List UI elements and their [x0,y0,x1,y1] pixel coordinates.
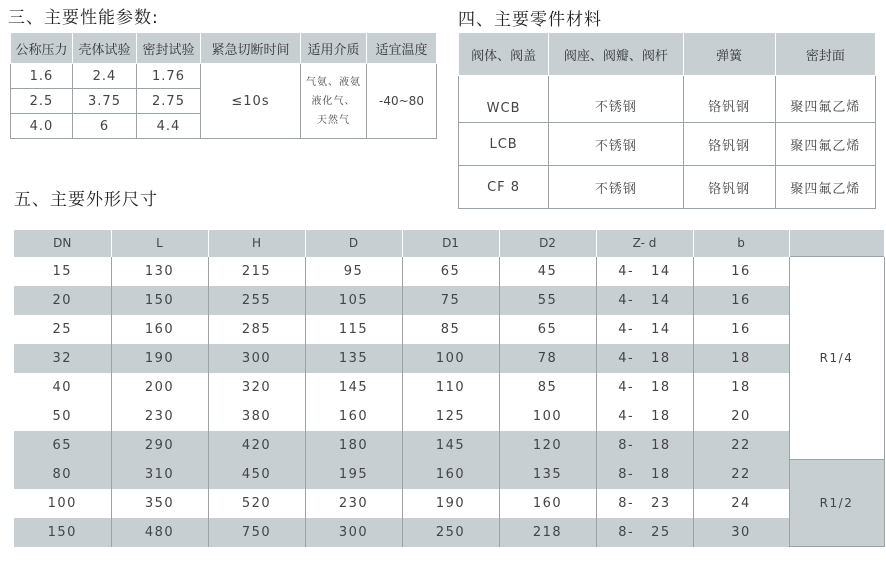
d1-cell: 160 [402,460,499,489]
table-row [11,64,437,89]
d-cell: 180 [305,431,402,460]
bolt-hole: 14 [651,263,671,279]
d2-cell: 160 [499,489,596,518]
section3-title: 三、主要性能参数: [8,8,159,28]
l-cell: 310 [111,460,208,489]
header-shell-test: 壳体试验 [73,33,137,64]
z-d-cell [596,489,693,518]
d1-cell: 145 [402,431,499,460]
h-cell: 420 [208,431,305,460]
b-cell: 24 [693,489,789,518]
l-cell: 150 [111,286,208,315]
dn-cell: 80 [14,460,111,489]
bolt-count: 4- [618,321,635,337]
d-cell: 115 [305,315,402,344]
media-line: 液化气、 [311,95,356,107]
l-cell: 130 [111,257,208,286]
d-cell: 105 [305,286,402,315]
bolt-count: 8- [618,524,635,540]
h-cell: 450 [208,460,305,489]
header-shutoff-time: 紧急切断时间 [201,33,301,64]
d-cell: 160 [305,402,402,431]
shell-test-cell: 2.4 [73,64,137,89]
z-d-cell [596,286,693,315]
d-cell: 195 [305,460,402,489]
header-body-bonnet: 阀体、阀盖 [459,33,549,76]
header-nominal-pressure: 公称压力 [11,33,73,64]
b-cell: 22 [693,460,789,489]
d-cell: 95 [305,257,402,286]
d2-cell: 45 [499,257,596,286]
seal-material-cell: 聚四氟乙烯 [775,166,875,209]
d2-cell: 100 [499,402,596,431]
spring-material-cell: 铬钒钢 [683,76,775,123]
bolt-count: 4- [618,408,635,424]
d2-cell: 120 [499,431,596,460]
d2-cell: 85 [499,373,596,402]
bolt-hole: 25 [651,524,671,540]
table-row [14,286,884,315]
d1-cell: 65 [402,257,499,286]
media-line: 气氨、液氨 [306,76,361,88]
table-row [14,460,884,489]
header-dn: DN [14,230,111,257]
h-cell: 215 [208,257,305,286]
d-cell: 135 [305,344,402,373]
body-material-cell: CF 8 [459,166,549,209]
h-cell: 320 [208,373,305,402]
bolt-count: 8- [618,437,635,453]
bolt-count: 8- [618,466,635,482]
z-d-cell [596,402,693,431]
spring-material-cell: 铬钒钢 [683,123,775,166]
table-header-row [11,33,437,64]
d1-cell: 190 [402,489,499,518]
h-cell: 380 [208,402,305,431]
d-cell: 230 [305,489,402,518]
pressure-cell: 2.5 [11,89,73,114]
d1-cell: 250 [402,518,499,547]
b-cell: 30 [693,518,789,547]
header-d2: D2 [499,230,596,257]
z-d-cell [596,257,693,286]
z-d-cell [596,344,693,373]
temperature-cell: -40~80 [367,64,437,139]
bolt-count: 4- [618,263,635,279]
table-row [14,489,884,518]
header-z-d: Z- d [596,230,693,257]
dn-cell: 32 [14,344,111,373]
table-row [459,166,876,209]
h-cell: 520 [208,489,305,518]
z-d-cell [596,315,693,344]
table-row [459,76,876,123]
bolt-hole: 14 [651,321,671,337]
d1-cell: 85 [402,315,499,344]
l-cell: 480 [111,518,208,547]
table-row [14,431,884,460]
bolt-count: 4- [618,292,635,308]
bolt-hole: 18 [651,379,671,395]
materials-table [458,32,876,209]
bolt-hole: 18 [651,408,671,424]
shutoff-time-cell: ≤10s [201,64,301,139]
seat-material-cell: 不锈钢 [549,123,683,166]
z-d-cell [596,431,693,460]
z-d-cell [596,373,693,402]
d2-cell: 55 [499,286,596,315]
header-seat-disc-stem: 阀座、阀瓣、阀杆 [549,33,683,76]
l-cell: 160 [111,315,208,344]
performance-table [10,32,437,139]
dn-cell: 100 [14,489,111,518]
d2-cell: 135 [499,460,596,489]
h-cell: 300 [208,344,305,373]
thread-cell: R1/2 [789,460,884,547]
table-row [14,344,884,373]
header-d: D [305,230,402,257]
l-cell: 200 [111,373,208,402]
dimensions-table [14,230,885,547]
body-material-cell: WCB [459,76,549,123]
l-cell: 230 [111,402,208,431]
b-cell: 18 [693,344,789,373]
b-cell: 18 [693,373,789,402]
bolt-hole: 18 [651,466,671,482]
b-cell: 16 [693,315,789,344]
header-seal-face: 密封面 [775,33,875,76]
media-cell [301,64,367,139]
bolt-hole: 18 [651,350,671,366]
bolt-count: 4- [618,350,635,366]
seal-material-cell: 聚四氟乙烯 [775,123,875,166]
header-media: 适用介质 [301,33,367,64]
l-cell: 290 [111,431,208,460]
bolt-count: 4- [618,379,635,395]
header-d1: D1 [402,230,499,257]
spring-material-cell: 铬钒钢 [683,166,775,209]
seal-test-cell: 4.4 [137,114,201,139]
h-cell: 255 [208,286,305,315]
d1-cell: 125 [402,402,499,431]
dn-cell: 25 [14,315,111,344]
section5-title: 五、主要外形尺寸 [14,190,158,210]
bolt-count: 8- [618,495,635,511]
z-d-cell [596,518,693,547]
dn-cell: 20 [14,286,111,315]
l-cell: 190 [111,344,208,373]
header-temperature: 适宜温度 [367,33,437,64]
body-material-cell: LCB [459,123,549,166]
dn-cell: 50 [14,402,111,431]
b-cell: 16 [693,286,789,315]
media-line: 天然气 [317,114,350,126]
seal-test-cell: 1.76 [137,64,201,89]
seat-material-cell: 不锈钢 [549,166,683,209]
b-cell: 22 [693,431,789,460]
dn-cell: 15 [14,257,111,286]
b-cell: 20 [693,402,789,431]
d1-cell: 100 [402,344,499,373]
d-cell: 145 [305,373,402,402]
table-row [14,257,884,286]
table-header-row [459,33,876,76]
d1-cell: 75 [402,286,499,315]
seal-test-cell: 2.75 [137,89,201,114]
table-row [14,518,884,547]
table-row [14,315,884,344]
shell-test-cell: 6 [73,114,137,139]
bolt-hole: 23 [651,495,671,511]
header-l: L [111,230,208,257]
d2-cell: 78 [499,344,596,373]
z-d-cell [596,460,693,489]
seal-material-cell: 聚四氟乙烯 [775,76,875,123]
header-h: H [208,230,305,257]
pressure-cell: 4.0 [11,114,73,139]
h-cell: 285 [208,315,305,344]
d-cell: 300 [305,518,402,547]
thread-cell: R1/4 [789,257,884,460]
seat-material-cell: 不锈钢 [549,76,683,123]
bolt-hole: 18 [651,437,671,453]
table-row [459,123,876,166]
dn-cell: 65 [14,431,111,460]
header-spring: 弹簧 [683,33,775,76]
table-row [14,402,884,431]
l-cell: 350 [111,489,208,518]
table-row [14,373,884,402]
section4-title: 四、主要零件材料 [458,10,602,30]
d1-cell: 110 [402,373,499,402]
bolt-hole: 14 [651,292,671,308]
d2-cell: 218 [499,518,596,547]
header-b: b [693,230,789,257]
shell-test-cell: 3.75 [73,89,137,114]
header-seal-test: 密封试验 [137,33,201,64]
dn-cell: 150 [14,518,111,547]
dn-cell: 40 [14,373,111,402]
table-header-row [14,230,884,257]
h-cell: 750 [208,518,305,547]
header-thread [789,230,884,257]
pressure-cell: 1.6 [11,64,73,89]
d2-cell: 65 [499,315,596,344]
b-cell: 16 [693,257,789,286]
